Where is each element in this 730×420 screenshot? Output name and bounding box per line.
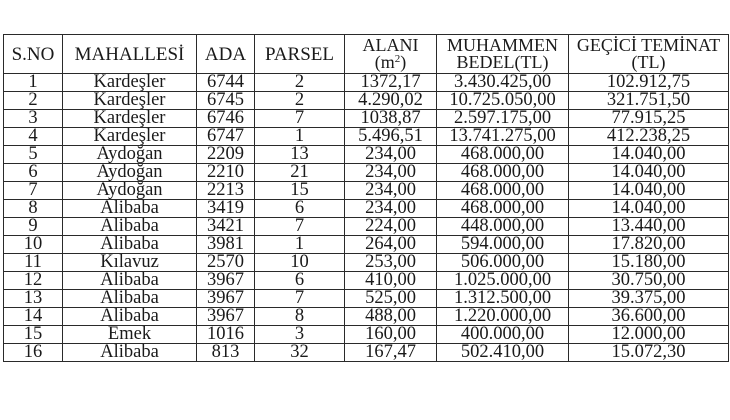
table-row xyxy=(4,308,729,326)
cell-sno: 1 xyxy=(4,74,63,92)
cell-alan: 410,00 xyxy=(345,272,437,290)
header-teminat-line2: (TL) xyxy=(631,52,666,72)
header-alani xyxy=(345,35,437,74)
table-row xyxy=(4,272,729,290)
cell-ada: 2570 xyxy=(197,254,255,272)
table-row xyxy=(4,236,729,254)
cell-ada: 3421 xyxy=(197,218,255,236)
cell-gecici-teminat: 15.180,00 xyxy=(569,254,729,272)
cell-gecici-teminat: 102.912,75 xyxy=(569,74,729,92)
table-row xyxy=(4,290,729,308)
cell-mahalle: Kardeşler xyxy=(63,92,197,110)
table-row xyxy=(4,182,729,200)
cell-alan: 525,00 xyxy=(345,290,437,308)
cell-parsel: 2 xyxy=(255,74,345,92)
cell-ada: 3981 xyxy=(197,236,255,254)
cell-mahalle: Alibaba xyxy=(63,272,197,290)
cell-muhammen-bedel: 594.000,00 xyxy=(437,236,569,254)
cell-mahalle: Alibaba xyxy=(63,290,197,308)
header-teminat-line1: GEÇİCİ TEMİNAT xyxy=(576,35,721,55)
cell-sno: 3 xyxy=(4,110,63,128)
cell-ada: 2209 xyxy=(197,146,255,164)
cell-gecici-teminat: 77.915,25 xyxy=(569,110,729,128)
cell-mahalle: Aydoğan xyxy=(63,164,197,182)
table-row xyxy=(4,92,729,110)
table-header xyxy=(4,35,729,74)
cell-mahalle: Alibaba xyxy=(63,308,197,326)
cell-alan: 4.290,02 xyxy=(345,92,437,110)
cell-parsel: 8 xyxy=(255,308,345,326)
cell-muhammen-bedel: 468.000,00 xyxy=(437,200,569,218)
cell-alan: 160,00 xyxy=(345,326,437,344)
cell-alan: 167,47 xyxy=(345,344,437,362)
header-parsel: PARSEL xyxy=(255,35,345,74)
header-alani-line2 xyxy=(345,54,436,71)
table-row xyxy=(4,200,729,218)
cell-sno: 8 xyxy=(4,200,63,218)
table-row xyxy=(4,74,729,92)
table-body xyxy=(4,74,729,362)
header-mahallesi: MAHALLESİ xyxy=(63,35,197,74)
cell-alan: 488,00 xyxy=(345,308,437,326)
cell-alan: 234,00 xyxy=(345,200,437,218)
header-row xyxy=(4,35,729,74)
cell-sno: 13 xyxy=(4,290,63,308)
cell-ada: 6745 xyxy=(197,92,255,110)
cell-mahalle: Kardeşler xyxy=(63,128,197,146)
cell-alan: 1372,17 xyxy=(345,74,437,92)
cell-sno: 2 xyxy=(4,92,63,110)
cell-mahalle: Kılavuz xyxy=(63,254,197,272)
cell-ada: 3967 xyxy=(197,308,255,326)
cell-parsel: 13 xyxy=(255,146,345,164)
table-row xyxy=(4,110,729,128)
cell-ada: 3967 xyxy=(197,272,255,290)
table-row xyxy=(4,128,729,146)
cell-parsel: 21 xyxy=(255,164,345,182)
cell-gecici-teminat: 13.440,00 xyxy=(569,218,729,236)
cell-parsel: 3 xyxy=(255,326,345,344)
cell-muhammen-bedel: 468.000,00 xyxy=(437,182,569,200)
cell-sno: 7 xyxy=(4,182,63,200)
cell-parsel: 7 xyxy=(255,110,345,128)
cell-muhammen-bedel: 506.000,00 xyxy=(437,254,569,272)
cell-muhammen-bedel: 13.741.275,00 xyxy=(437,128,569,146)
cell-gecici-teminat: 14.040,00 xyxy=(569,200,729,218)
table-row xyxy=(4,326,729,344)
cell-muhammen-bedel: 1.220.000,00 xyxy=(437,308,569,326)
cell-sno: 4 xyxy=(4,128,63,146)
table-row xyxy=(4,254,729,272)
cell-mahalle: Kardeşler xyxy=(63,110,197,128)
cell-ada: 813 xyxy=(197,344,255,362)
header-alani-close: ) xyxy=(400,52,407,72)
cell-sno: 10 xyxy=(4,236,63,254)
cell-ada: 6746 xyxy=(197,110,255,128)
cell-muhammen-bedel: 468.000,00 xyxy=(437,164,569,182)
cell-gecici-teminat: 36.600,00 xyxy=(569,308,729,326)
cell-parsel: 15 xyxy=(255,182,345,200)
cell-parsel: 7 xyxy=(255,290,345,308)
cell-sno: 11 xyxy=(4,254,63,272)
header-alani-line1: ALANI xyxy=(362,35,419,55)
cell-mahalle: Aydoğan xyxy=(63,182,197,200)
cell-ada: 3419 xyxy=(197,200,255,218)
cell-parsel: 1 xyxy=(255,236,345,254)
cell-parsel: 2 xyxy=(255,92,345,110)
cell-muhammen-bedel: 400.000,00 xyxy=(437,326,569,344)
cell-parsel: 32 xyxy=(255,344,345,362)
table-row xyxy=(4,146,729,164)
table-row xyxy=(4,218,729,236)
cell-ada: 6744 xyxy=(197,74,255,92)
cell-gecici-teminat: 14.040,00 xyxy=(569,146,729,164)
header-alani-unit: (m xyxy=(374,52,395,72)
cell-sno: 12 xyxy=(4,272,63,290)
cell-gecici-teminat: 17.820,00 xyxy=(569,236,729,254)
cell-muhammen-bedel: 10.725.050,00 xyxy=(437,92,569,110)
cell-gecici-teminat: 14.040,00 xyxy=(569,182,729,200)
header-sno: S.NO xyxy=(4,35,63,74)
cell-gecici-teminat: 39.375,00 xyxy=(569,290,729,308)
cell-alan: 224,00 xyxy=(345,218,437,236)
cell-gecici-teminat: 14.040,00 xyxy=(569,164,729,182)
cell-mahalle: Alibaba xyxy=(63,200,197,218)
cell-gecici-teminat: 15.072,30 xyxy=(569,344,729,362)
cell-sno: 16 xyxy=(4,344,63,362)
cell-mahalle: Aydoğan xyxy=(63,146,197,164)
cell-gecici-teminat: 30.750,00 xyxy=(569,272,729,290)
cell-sno: 9 xyxy=(4,218,63,236)
cell-alan: 5.496,51 xyxy=(345,128,437,146)
cell-muhammen-bedel: 502.410,00 xyxy=(437,344,569,362)
cell-mahalle: Emek xyxy=(63,326,197,344)
cell-sno: 5 xyxy=(4,146,63,164)
header-ada: ADA xyxy=(197,35,255,74)
cell-alan: 264,00 xyxy=(345,236,437,254)
cell-parsel: 7 xyxy=(255,218,345,236)
cell-parsel: 1 xyxy=(255,128,345,146)
header-alani-sup: 2 xyxy=(394,53,401,65)
cell-sno: 14 xyxy=(4,308,63,326)
cell-ada: 2210 xyxy=(197,164,255,182)
cell-gecici-teminat: 12.000,00 xyxy=(569,326,729,344)
table-row xyxy=(4,344,729,362)
cell-ada: 3967 xyxy=(197,290,255,308)
cell-parsel: 6 xyxy=(255,272,345,290)
cell-sno: 15 xyxy=(4,326,63,344)
cell-sno: 6 xyxy=(4,164,63,182)
header-muhammen-bedel xyxy=(437,35,569,74)
cell-gecici-teminat: 321.751,50 xyxy=(569,92,729,110)
cell-muhammen-bedel: 2.597.175,00 xyxy=(437,110,569,128)
cell-muhammen-bedel: 448.000,00 xyxy=(437,218,569,236)
cell-ada: 2213 xyxy=(197,182,255,200)
header-muhammen-line2: BEDEL(TL) xyxy=(456,52,549,72)
cell-muhammen-bedel: 3.430.425,00 xyxy=(437,74,569,92)
parcel-table xyxy=(3,34,729,362)
cell-muhammen-bedel: 1.312.500,00 xyxy=(437,290,569,308)
cell-muhammen-bedel: 468.000,00 xyxy=(437,146,569,164)
cell-alan: 234,00 xyxy=(345,146,437,164)
cell-alan: 234,00 xyxy=(345,164,437,182)
cell-alan: 234,00 xyxy=(345,182,437,200)
cell-ada: 6747 xyxy=(197,128,255,146)
header-muhammen-line1: MUHAMMEN xyxy=(446,35,558,55)
cell-gecici-teminat: 412.238,25 xyxy=(569,128,729,146)
cell-mahalle: Alibaba xyxy=(63,344,197,362)
cell-parsel: 10 xyxy=(255,254,345,272)
cell-mahalle: Kardeşler xyxy=(63,74,197,92)
cell-mahalle: Alibaba xyxy=(63,236,197,254)
cell-alan: 1038,87 xyxy=(345,110,437,128)
cell-ada: 1016 xyxy=(197,326,255,344)
cell-parsel: 6 xyxy=(255,200,345,218)
cell-mahalle: Alibaba xyxy=(63,218,197,236)
cell-muhammen-bedel: 1.025.000,00 xyxy=(437,272,569,290)
table-row xyxy=(4,164,729,182)
cell-alan: 253,00 xyxy=(345,254,437,272)
header-gecici-teminat xyxy=(569,35,729,74)
